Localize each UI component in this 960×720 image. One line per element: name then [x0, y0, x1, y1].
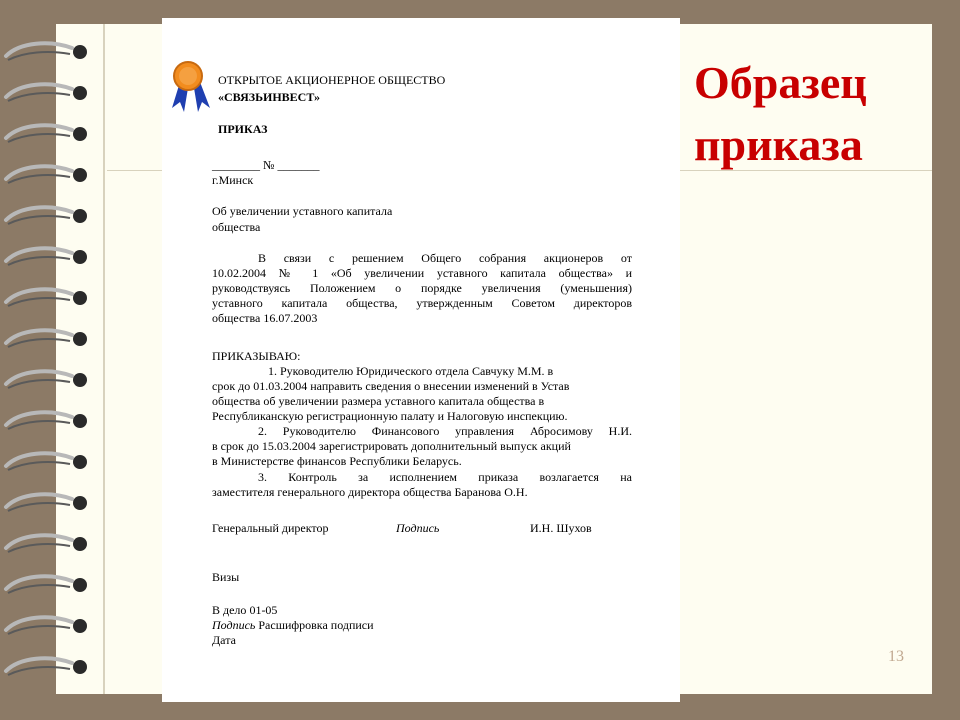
- slide-title-line1: Образец: [694, 57, 867, 108]
- order-line: 3. Контроль за исполнением приказа возлагается на: [258, 470, 632, 484]
- doc-number-line: ________ № _______: [212, 158, 320, 172]
- binding-ring-icon: [6, 412, 87, 429]
- preamble-line: общества 16.07.2003: [212, 311, 318, 325]
- notebook-margin-line: [103, 24, 105, 694]
- order-item-3: [212, 470, 632, 500]
- preamble-line: 10.02.2004 № 1 «Об увеличении уставного капитала общества» и: [212, 266, 632, 280]
- binding-ring-icon: [6, 535, 87, 552]
- org-name: ОТКРЫТОЕ АКЦИОНЕРНОЕ ОБЩЕСТВО: [218, 73, 446, 87]
- subject-line2: общества: [212, 220, 261, 234]
- file-number: 01-05: [249, 603, 278, 617]
- order-item-2: [212, 424, 632, 469]
- signature-decode-italic: Подпись: [212, 618, 256, 632]
- spiral-binding: [0, 40, 100, 700]
- binding-ring-icon: [6, 371, 87, 388]
- visas-label: Визы: [212, 570, 240, 584]
- order-line: 2. Руководителю Финансового управления Абросимову Н.И.: [258, 424, 632, 438]
- order-document: [162, 18, 680, 702]
- binding-ring-icon: [6, 289, 87, 306]
- org-brand: «СВЯЗЬИНВЕСТ»: [218, 90, 321, 104]
- binding-ring-icon: [6, 248, 87, 265]
- binding-ring-icon: [6, 84, 87, 101]
- slide-title: [694, 52, 924, 176]
- preamble-line: уставного капитала общества, утвержденным Советом директоров: [212, 296, 632, 310]
- binding-ring-icon: [6, 207, 87, 224]
- order-line: в Министерстве финансов Республики Беларусь.: [212, 454, 462, 468]
- order-word: ПРИКАЗЫВАЮ:: [212, 349, 301, 363]
- doc-city: г.Минск: [212, 173, 254, 187]
- order-line: 1. Руководителю Юридического отдела Савчуку М.М. в: [268, 364, 554, 378]
- file-note: [212, 603, 277, 618]
- doc-type: ПРИКАЗ: [218, 122, 268, 136]
- order-line: в срок до 15.03.2004 зарегистрировать дополнительный выпуск акций: [212, 439, 571, 453]
- order-line: срок до 01.03.2004 направить сведения о внесении изменений в Устав: [212, 379, 570, 393]
- preamble: [212, 251, 632, 326]
- preamble-line: В связи с решением Общего собрания акционеров от: [258, 251, 632, 265]
- date-label: Дата: [212, 633, 236, 647]
- order-item-1: [212, 364, 632, 424]
- signer-position: Генеральный директор: [212, 521, 329, 535]
- binding-ring-icon: [6, 453, 87, 470]
- binding-ring-icon: [6, 43, 87, 60]
- binding-ring-icon: [6, 658, 87, 675]
- preamble-line: руководствуясь Положением о порядке увеличения (уменьшения): [212, 281, 632, 295]
- signature-decode-line: [212, 618, 374, 633]
- signature-label: Подпись: [396, 521, 440, 535]
- signature-decode-rest: Расшифровка подписи: [258, 618, 374, 632]
- subject-line1: Об увеличении уставного капитала: [212, 204, 393, 218]
- binding-ring-icon: [6, 494, 87, 511]
- page-number: 13: [888, 648, 904, 665]
- medal-logo-icon: [168, 58, 210, 114]
- order-line: заместителя генерального директора общества Баранова О.Н.: [212, 485, 528, 499]
- binding-ring-icon: [6, 125, 87, 142]
- file-label: В дело: [212, 603, 247, 617]
- binding-ring-icon: [6, 576, 87, 593]
- slide-title-line2: приказа: [694, 119, 863, 170]
- order-line: общества об увеличении размера уставного капитала общества в: [212, 394, 545, 408]
- binding-ring-icon: [6, 617, 87, 634]
- binding-ring-icon: [6, 330, 87, 347]
- order-line: Республиканскую регистрационную палату и Налоговую инспекцию.: [212, 409, 568, 423]
- binding-ring-icon: [6, 166, 87, 183]
- signer-name: И.Н. Шухов: [530, 521, 592, 535]
